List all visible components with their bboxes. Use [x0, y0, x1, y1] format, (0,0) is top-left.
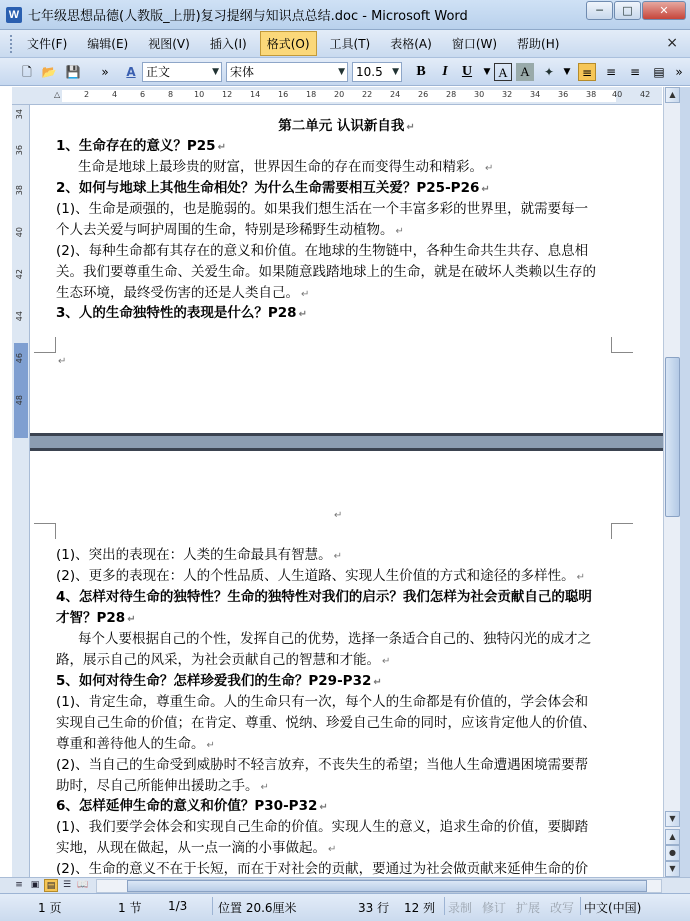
paragraph-line: (1)、突出的表现在：人类的生命最具有智慧。 ↵ — [56, 547, 343, 563]
margin-corner — [34, 523, 56, 539]
ruler-tick: 40 — [612, 90, 623, 99]
bold-button[interactable]: B — [416, 64, 426, 79]
justify-button[interactable]: ▤ — [653, 65, 665, 79]
ruler-tick: 46 — [15, 353, 24, 364]
ruler-tick: 16 — [278, 90, 289, 99]
formatting-toolbar — [0, 58, 690, 86]
vertical-ruler[interactable] — [12, 105, 30, 877]
question-heading: 3、人的生命独特性的表现是什么？P28 ↵ — [56, 305, 307, 321]
ruler-tick: 42 — [15, 269, 24, 280]
ruler-tick: 34 — [15, 109, 24, 120]
character-border-button[interactable]: A — [494, 63, 512, 81]
ruler-tick: 20 — [334, 90, 345, 99]
paragraph-line: 生态环境，最终受伤害的还是人类自己。 ↵ — [56, 285, 310, 301]
question-heading: 6、怎样延伸生命的意义和价值？P30-P32 ↵ — [56, 798, 328, 814]
paragraph-line: 实地，从现在做起，从一点一滴的小事做起。 ↵ — [56, 840, 337, 856]
question-heading: 5、如何对待生命？怎样珍爱我们的生命？P29-P32 ↵ — [56, 673, 382, 689]
paragraph-line: 个人去关爱与呵护周围的生命，特别是珍稀野生动植物。 ↵ — [56, 222, 404, 238]
status-position: 位置 20.6厘米 — [218, 901, 297, 915]
ruler-tick: 42 — [640, 90, 651, 99]
menu-bar — [0, 30, 690, 58]
minimize-button[interactable]: ─ — [586, 1, 613, 20]
styles-and-formatting-icon[interactable]: A — [126, 65, 136, 79]
italic-button[interactable]: I — [442, 64, 448, 79]
outline-view-icon[interactable]: ☰ — [62, 880, 72, 890]
menu-help[interactable]: 帮助(H) — [517, 37, 560, 51]
toolbar-overflow-icon[interactable]: » — [101, 65, 109, 79]
margin-corner — [34, 337, 56, 353]
question-heading: 才智？P28 ↵ — [56, 610, 136, 626]
menu-format[interactable]: 格式(O) — [260, 31, 317, 56]
vertical-scrollbar[interactable] — [663, 87, 680, 877]
paragraph-line: (2)、每种生命都有其存在的意义和价值。在地球的生物链中，各种生命共生共存、息息相 — [56, 243, 589, 259]
paragraph-line: (2)、当自己的生命受到威胁时不轻言放弃，不丧失生的希望；当他人生命遭遇困境需要帮 — [56, 757, 589, 773]
status-bar — [0, 893, 690, 921]
ruler-tick: 38 — [586, 90, 597, 99]
ruler-tick: 32 — [502, 90, 513, 99]
ruler-tick: 4 — [112, 90, 118, 99]
paragraph-line: 实现自己生命的价值；在肯定、尊重、悦纳、珍爱自己生命的同时，应该肯定他人的价值、 — [56, 715, 596, 731]
status-record[interactable]: 录制 — [448, 901, 473, 915]
status-line: 33 行 — [358, 901, 390, 915]
title-bar — [0, 0, 690, 30]
style-select-value: 正文 — [146, 65, 171, 79]
margin-corner — [611, 523, 633, 539]
reading-view-icon[interactable]: 📖 — [77, 880, 89, 890]
chevron-down-icon: ▼ — [212, 67, 219, 77]
menu-tools[interactable]: 工具(T) — [329, 37, 371, 51]
paragraph-mark: ↵ — [334, 510, 343, 521]
window-edge — [680, 87, 690, 877]
ruler-tick: 28 — [446, 90, 457, 99]
highlight-icon[interactable]: ✦ — [543, 65, 555, 79]
character-shading-button[interactable]: A — [516, 63, 534, 81]
status-divider — [212, 897, 213, 915]
menu-table[interactable]: 表格(A) — [390, 37, 432, 51]
close-button[interactable]: ✕ — [642, 1, 686, 20]
font-size-select[interactable] — [352, 62, 402, 82]
ruler-tick: 2 — [84, 90, 90, 99]
highlight-dropdown-icon[interactable]: ▼ — [563, 67, 571, 77]
status-column: 12 列 — [404, 901, 436, 915]
question-heading: 1、生命存在的意义？P25 ↵ — [56, 138, 226, 154]
ruler-tick: 36 — [558, 90, 569, 99]
status-divider — [580, 897, 581, 915]
document-area[interactable] — [30, 105, 663, 877]
ruler-tick: 18 — [306, 90, 317, 99]
status-track-changes[interactable]: 修订 — [482, 901, 507, 915]
normal-view-icon[interactable]: ≡ — [15, 880, 23, 890]
font-select-value: 宋体 — [230, 65, 255, 79]
window-controls — [585, 1, 686, 20]
underline-button[interactable]: U — [461, 64, 473, 79]
word-app-icon[interactable]: W — [6, 7, 22, 23]
select-browse-object-icon[interactable]: ● — [665, 845, 680, 861]
question-heading: 4、怎样对待生命的独特性？生命的独特性对我们的启示？我们怎样为社会贡献自己的聪明 — [56, 589, 592, 605]
underline-dropdown-icon[interactable]: ▼ — [483, 67, 491, 77]
ruler-tick: 36 — [15, 145, 24, 156]
ruler-tick: 24 — [390, 90, 401, 99]
ruler-tick: 30 — [474, 90, 485, 99]
scroll-down-icon[interactable]: ▼ — [665, 811, 680, 827]
status-section: 1 节 — [118, 901, 142, 915]
paragraph-line: (2)、更多的表现在：人的个性品质、人生道路、实现人生价值的方式和途径的多样性。 ↵ — [56, 568, 586, 584]
page-break-gap — [30, 433, 663, 451]
print-layout-view-icon[interactable]: ▤ — [44, 879, 58, 892]
previous-page-icon[interactable]: ▲ — [665, 829, 680, 845]
style-select[interactable] — [142, 62, 222, 82]
scroll-thumb[interactable] — [665, 357, 680, 517]
align-right-button[interactable]: ≡ — [629, 65, 641, 79]
align-left-button[interactable]: ≡ — [578, 63, 596, 81]
menu-view[interactable]: 视图(V) — [148, 37, 190, 51]
status-overtype[interactable]: 改写 — [550, 901, 575, 915]
paragraph-line: 生命是地球上最珍贵的财富，世界因生命的存在而变得生动和精彩。 ↵ — [78, 159, 494, 175]
menu-insert[interactable]: 插入(I) — [209, 37, 247, 51]
save-icon[interactable]: 💾 — [65, 65, 81, 79]
status-divider — [444, 897, 445, 915]
ruler-tick: 34 — [530, 90, 541, 99]
font-size-value: 10.5 — [356, 65, 383, 79]
window-title: 七年级思想品德(人教版_上册)复习提纲与知识点总结.doc - Microsoft Word — [28, 9, 468, 24]
close-document-button[interactable]: × — [666, 35, 678, 51]
paragraph-mark: ↵ — [58, 356, 67, 367]
status-language: 中文(中国) — [584, 901, 642, 915]
toolbar-more-icon[interactable]: » — [675, 65, 683, 79]
ruler-tick: 22 — [362, 90, 373, 99]
maximize-button[interactable]: □ — [614, 1, 641, 20]
paragraph-line: 助时，尽自己所能伸出援助之手。 ↵ — [56, 778, 269, 794]
scroll-up-icon[interactable]: ▲ — [665, 87, 680, 103]
paragraph-line: (1)、肯定生命，尊重生命。人的生命只有一次，每个人的生命都是有价值的，学会体会和 — [56, 694, 589, 710]
horizontal-scroll-thumb[interactable] — [127, 880, 647, 892]
menu-edit[interactable]: 编辑(E) — [87, 37, 129, 51]
question-heading: 2、如何与地球上其他生命相处？为什么生命需要相互关爱？P25-P26 ↵ — [56, 180, 490, 196]
ruler-tick: 10 — [194, 90, 205, 99]
ruler-tick: 6 — [140, 90, 146, 99]
ruler-tick: 38 — [15, 185, 24, 196]
status-extend[interactable]: 扩展 — [516, 901, 541, 915]
horizontal-ruler[interactable] — [12, 87, 662, 105]
chevron-down-icon: ▼ — [338, 67, 345, 77]
paragraph-line: 关。我们要尊重生命、关爱生命。如果随意践踏地球上的生命，就是在破坏人类赖以生存的 — [56, 264, 596, 280]
align-center-button[interactable]: ≡ — [605, 65, 617, 79]
unit-heading: 第二单元 认识新自我 ↵ — [278, 118, 415, 134]
ruler-tick: 48 — [15, 395, 24, 406]
web-view-icon[interactable]: ▣ — [30, 880, 40, 890]
font-select[interactable] — [226, 62, 348, 82]
status-page-of: 1/3 — [168, 899, 188, 913]
ruler-tick: 40 — [15, 227, 24, 238]
indent-marker-icon[interactable]: △ — [54, 90, 61, 99]
menu-file[interactable]: 文件(F) — [27, 37, 68, 51]
status-page: 1 页 — [38, 901, 62, 915]
next-page-icon[interactable]: ▼ — [665, 861, 680, 877]
paragraph-line: 尊重和善待他人的生命。 ↵ — [56, 736, 215, 752]
ruler-tick: 8 — [168, 90, 174, 99]
ruler-tick: 12 — [222, 90, 233, 99]
menu-window[interactable]: 窗口(W) — [451, 37, 498, 51]
ruler-tick: 44 — [15, 311, 24, 322]
horizontal-scrollbar[interactable] — [96, 879, 662, 893]
paragraph-line: (1)、生命是顽强的，也是脆弱的。如果我们想生活在一个丰富多彩的世界里，就需要每一 — [56, 201, 589, 217]
paragraph-line: 路，展示自己的风采，为社会贡献自己的智慧和才能。 ↵ — [56, 652, 391, 668]
ruler-tick: 14 — [250, 90, 261, 99]
open-folder-icon[interactable]: 📂 — [41, 65, 57, 79]
margin-corner — [611, 337, 633, 353]
menu-grip-handle[interactable] — [10, 35, 14, 53]
paragraph-line: (2)、生命的意义不在于长短，而在于对社会的贡献，要通过为社会做贡献来延伸生命的价 — [56, 861, 589, 877]
paragraph-line: (1)、我们要学会体会和实现自己生命的价值。实现人生的意义，追求生命的价值，要脚踏 — [56, 819, 589, 835]
view-and-hscroll-bar — [0, 877, 690, 893]
ruler-tick: 26 — [418, 90, 429, 99]
paragraph-line: 每个人要根据自己的个性，发挥自己的优势，选择一条适合自己的、独特闪光的成才之 — [78, 631, 591, 647]
new-document-icon[interactable]: 🗋 — [22, 65, 32, 79]
chevron-down-icon: ▼ — [392, 67, 399, 77]
